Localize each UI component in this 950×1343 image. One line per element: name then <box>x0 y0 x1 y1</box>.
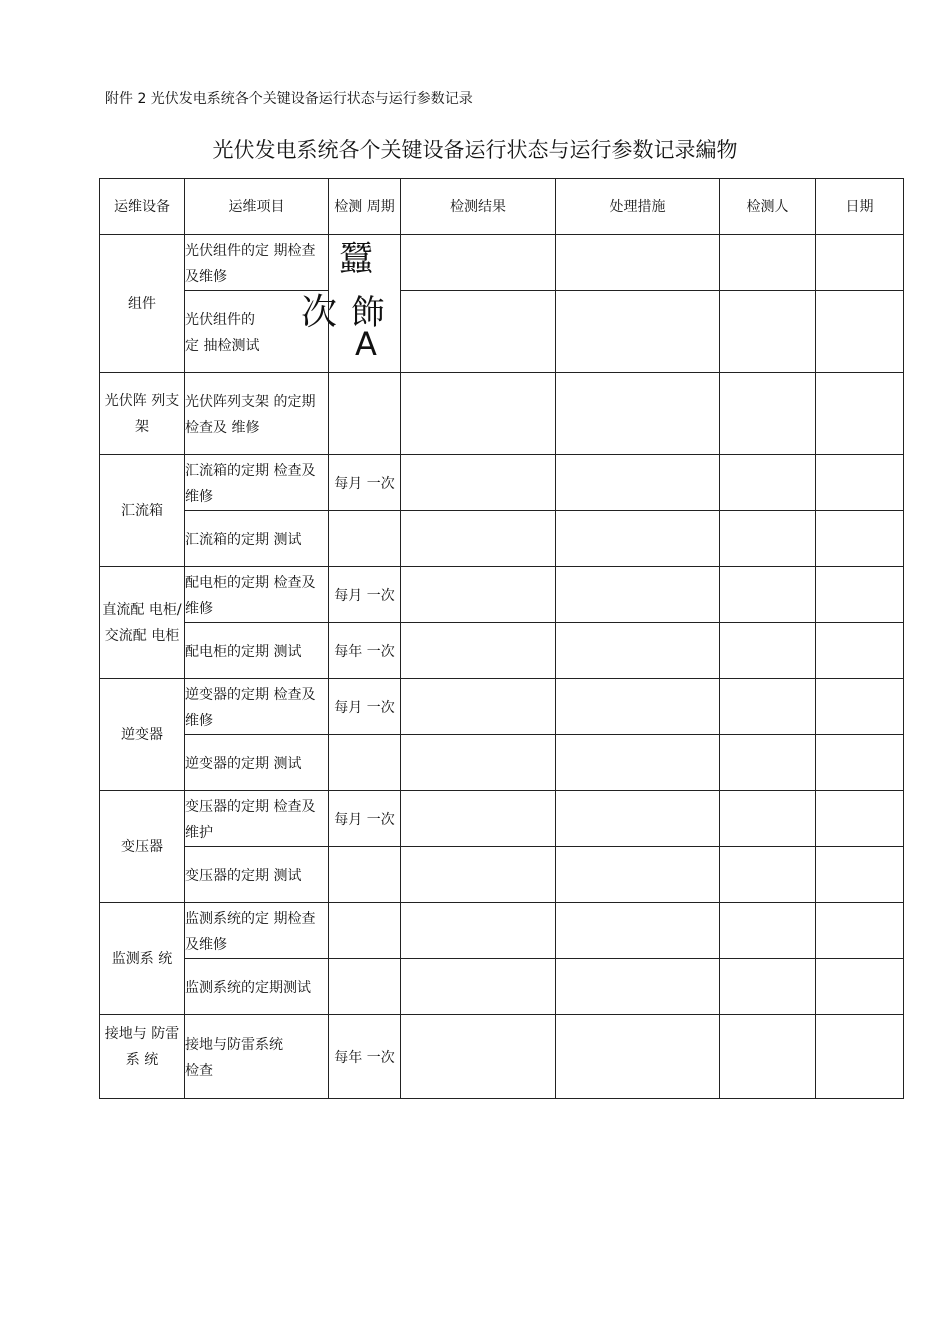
item-text: 变压器的定期 测试 <box>185 867 302 884</box>
date-cell[interactable] <box>816 847 904 903</box>
period-cell <box>329 511 401 567</box>
inspector-cell[interactable] <box>720 1015 816 1099</box>
date-cell[interactable] <box>816 235 904 291</box>
item-cell <box>185 847 329 903</box>
item-text: 汇流箱的定期 检查及维修 <box>185 462 316 505</box>
result-cell[interactable] <box>401 903 556 959</box>
measure-cell[interactable] <box>556 735 720 791</box>
period-cell <box>329 959 401 1015</box>
period-text: 每月 一次 <box>334 811 395 828</box>
period-cell <box>329 735 401 791</box>
item-text: 配电柜的定期 检查及维修 <box>185 574 316 617</box>
measure-cell[interactable] <box>556 847 720 903</box>
inspector-cell[interactable] <box>720 903 816 959</box>
date-cell[interactable] <box>816 1015 904 1099</box>
document-title: 光伏发电系统各个关键设备运行状态与运行参数记录編物 <box>212 138 738 162</box>
date-cell[interactable] <box>816 373 904 455</box>
table-row <box>100 373 904 455</box>
table-row <box>100 623 904 679</box>
result-cell[interactable] <box>401 455 556 511</box>
item-cell <box>185 373 329 455</box>
garbled-glyph: 次 <box>301 292 338 333</box>
date-cell[interactable] <box>816 455 904 511</box>
device-bracket: 光伏阵 列支架 <box>100 373 185 455</box>
result-cell[interactable] <box>401 1015 556 1099</box>
measure-cell[interactable] <box>556 235 720 291</box>
period-cell <box>329 373 401 455</box>
header-result: 检测结果 <box>401 179 556 235</box>
header-item: 运维项目 <box>185 179 329 235</box>
device-monitor: 监测系 统 <box>100 903 185 1015</box>
date-cell[interactable] <box>816 567 904 623</box>
item-text: 逆变器的定期 测试 <box>185 755 302 772</box>
item-text: 光伏组件的定 抽检测试 <box>185 311 260 354</box>
header-device: 运维设备 <box>100 179 185 235</box>
result-cell[interactable] <box>401 847 556 903</box>
item-text: 配电柜的定期 测试 <box>185 643 302 660</box>
header-row <box>100 179 904 235</box>
item-cell <box>185 511 329 567</box>
item-text: 监测系统的定期测试 <box>185 979 311 996</box>
date-cell[interactable] <box>816 735 904 791</box>
inspector-cell[interactable] <box>720 623 816 679</box>
header-inspector: 检测人 <box>720 179 816 235</box>
period-cell <box>329 847 401 903</box>
table-row <box>100 903 904 959</box>
result-cell[interactable] <box>401 373 556 455</box>
measure-cell[interactable] <box>556 1015 720 1099</box>
item-cell <box>185 959 329 1015</box>
device-transformer: 变压器 <box>100 791 185 903</box>
measure-cell[interactable] <box>556 791 720 847</box>
inspector-cell[interactable] <box>720 373 816 455</box>
item-cell <box>185 235 329 291</box>
item-cell <box>185 903 329 959</box>
measure-cell[interactable] <box>556 567 720 623</box>
item-text: 光伏组件的定 期检查及维修 <box>185 242 316 285</box>
result-cell[interactable] <box>401 791 556 847</box>
item-cell <box>185 791 329 847</box>
record-table <box>99 178 904 1099</box>
table-row <box>100 1015 904 1099</box>
measure-cell[interactable] <box>556 511 720 567</box>
header-measure: 处理措施 <box>556 179 720 235</box>
result-cell[interactable] <box>401 735 556 791</box>
date-cell[interactable] <box>816 791 904 847</box>
item-text: 监测系统的定 期检查及维修 <box>185 910 316 953</box>
measure-cell[interactable] <box>556 959 720 1015</box>
date-cell[interactable] <box>816 679 904 735</box>
item-text: 接地与防雷系统检查 <box>185 1036 283 1079</box>
table-row <box>100 455 904 511</box>
device-module: 组件 <box>100 235 185 373</box>
result-cell[interactable] <box>401 679 556 735</box>
inspector-cell[interactable] <box>720 511 816 567</box>
header-date: 日期 <box>816 179 904 235</box>
period-text: 每年 一次 <box>334 643 395 660</box>
item-cell <box>185 679 329 735</box>
garbled-glyph: 飾 <box>351 293 385 333</box>
inspector-cell[interactable] <box>720 455 816 511</box>
header-period: 检测 周期 <box>329 179 401 235</box>
item-text: 变压器的定期 检查及维护 <box>185 798 316 841</box>
date-cell[interactable] <box>816 959 904 1015</box>
result-cell[interactable] <box>401 959 556 1015</box>
inspector-cell[interactable] <box>720 959 816 1015</box>
date-cell[interactable] <box>816 623 904 679</box>
measure-cell[interactable] <box>556 623 720 679</box>
garbled-glyph: 蠶 <box>339 239 373 279</box>
item-text: 汇流箱的定期 测试 <box>185 531 302 548</box>
table-row <box>100 567 904 623</box>
inspector-cell[interactable] <box>720 291 816 373</box>
attachment-caption: 附件 2 光伏发电系统各个关键设备运行状态与运行参数记录 <box>105 91 473 107</box>
period-cell <box>329 455 401 511</box>
measure-cell[interactable] <box>556 679 720 735</box>
item-cell <box>185 567 329 623</box>
inspector-cell[interactable] <box>720 235 816 291</box>
item-text: 光伏阵列支架 的定期检查及 维修 <box>185 393 316 436</box>
measure-cell[interactable] <box>556 291 720 373</box>
inspector-cell[interactable] <box>720 791 816 847</box>
period-cell <box>329 623 401 679</box>
item-cell <box>185 1015 329 1099</box>
table-row <box>100 847 904 903</box>
period-cell <box>329 567 401 623</box>
result-cell[interactable] <box>401 511 556 567</box>
period-text: 每年 一次 <box>334 1049 395 1066</box>
table-row <box>100 735 904 791</box>
device-combiner: 汇流箱 <box>100 455 185 567</box>
device-cabinet: 直流配 电柜/ 交流配 电柜 <box>100 567 185 679</box>
period-text: 每月 一次 <box>334 699 395 716</box>
inspector-cell[interactable] <box>720 847 816 903</box>
measure-cell[interactable] <box>556 903 720 959</box>
table-row <box>100 791 904 847</box>
device-grounding: 接地与 防雷系 统 <box>100 1015 185 1099</box>
item-cell <box>185 455 329 511</box>
inspector-cell[interactable] <box>720 679 816 735</box>
date-cell[interactable] <box>816 903 904 959</box>
device-inverter: 逆变器 <box>100 679 185 791</box>
measure-cell[interactable] <box>556 373 720 455</box>
date-cell[interactable] <box>816 291 904 373</box>
date-cell[interactable] <box>816 511 904 567</box>
period-text: 每月 一次 <box>334 587 395 604</box>
garbled-glyph: A <box>355 325 377 363</box>
table-row <box>100 959 904 1015</box>
result-cell[interactable] <box>401 567 556 623</box>
result-cell[interactable] <box>401 623 556 679</box>
period-cell-garbled <box>301 235 401 373</box>
item-text: 逆变器的定期 检查及维修 <box>185 686 316 729</box>
inspector-cell[interactable] <box>720 567 816 623</box>
result-cell[interactable] <box>401 291 556 373</box>
period-cell <box>329 679 401 735</box>
item-cell <box>185 623 329 679</box>
inspector-cell[interactable] <box>720 735 816 791</box>
measure-cell[interactable] <box>556 455 720 511</box>
period-cell <box>329 1015 401 1099</box>
table-row <box>100 511 904 567</box>
table-row <box>100 291 904 373</box>
result-cell[interactable] <box>401 235 556 291</box>
table-row <box>100 679 904 735</box>
period-text: 每月 一次 <box>334 475 395 492</box>
item-cell <box>185 735 329 791</box>
period-cell <box>329 791 401 847</box>
period-cell <box>329 903 401 959</box>
table-row <box>100 235 904 291</box>
